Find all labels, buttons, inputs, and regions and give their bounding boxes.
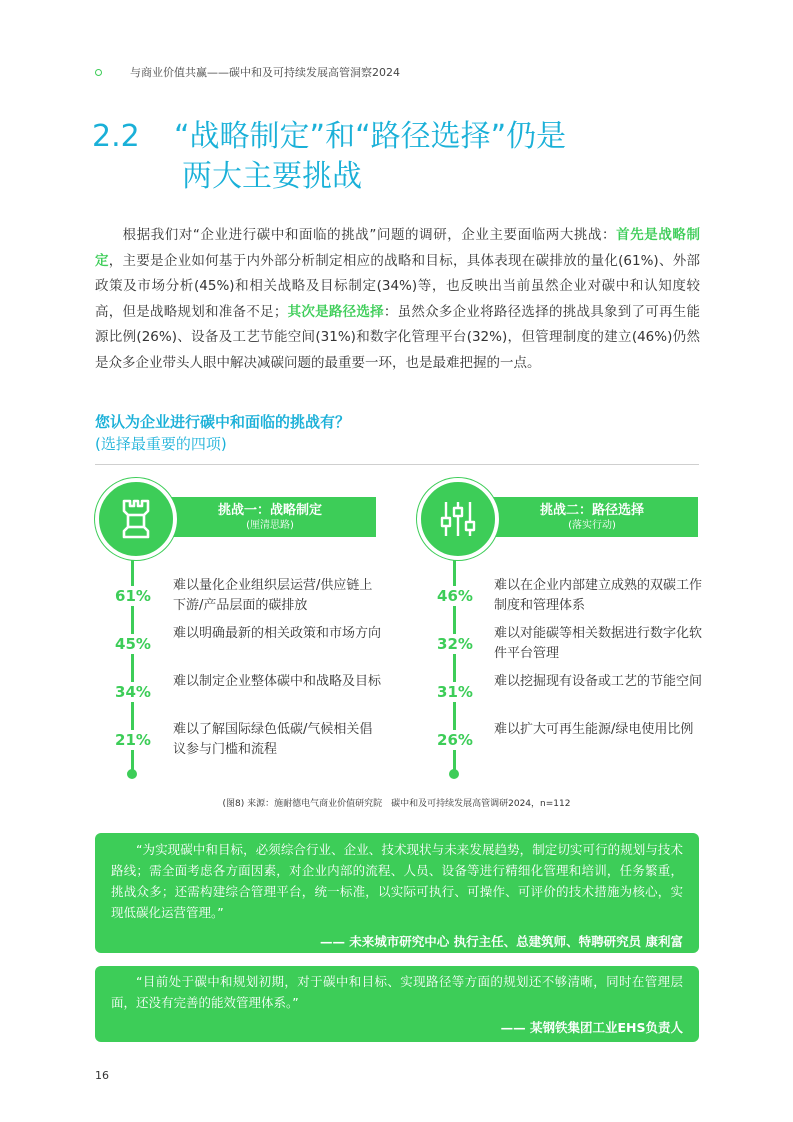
section-title: [92, 117, 566, 197]
quote-1-text: “为实现碳中和目标，必须综合行业、企业、技术现状与未来发展趋势，制定切实可行的规划与技术路线；需全面考虑各方面因素，对企业内部的流程、人员、设备等进行精细化管理和培训，任务繁重，挑战众多；还需构建综合管理平台，统一标准，以实际可执行、可操作、可评价的技术措施为核心，实现低碳化运营管理。”: [111, 842, 683, 920]
page-number: 16: [95, 1069, 109, 1082]
challenge-2-item-1: 难以在企业内部建立成熟的双碳工作制度和管理体系: [494, 578, 703, 613]
challenge-1-item-3: 难以制定企业整体碳中和战略及目标: [173, 674, 382, 689]
section-title-line1: “战略制定”和“路径选择”仍是: [174, 119, 567, 154]
figure-caption: (图8) 来源：施耐德电气商业价值研究院 碳中和及可持续发展高管调研2024，n=112: [222, 799, 571, 809]
challenge-1-item-4: 难以了解国际绿色低碳/气候相关倡议参与门槛和流程: [173, 722, 373, 757]
challenge-1-pct-1: 61%: [107, 586, 159, 606]
body-paragraph: [95, 223, 700, 376]
timeline-end-dot: [449, 769, 459, 779]
challenge-1-title: 挑战一：战略制定: [217, 503, 322, 518]
challenge-1-item-2: 难以明确最新的相关政策和市场方向: [173, 626, 382, 641]
challenge-1-item-1: 难以量化企业组织层运营/供应链上下游/产品层面的碳排放: [173, 578, 373, 613]
section-number: 2.2: [92, 119, 140, 154]
question-title: 您认为企业进行碳中和面临的挑战有？: [95, 413, 351, 431]
highlight-path: 其次是路径选择: [287, 303, 384, 320]
quote-box-1: [95, 833, 699, 953]
running-header: [95, 64, 400, 80]
challenge-2-pct-1: 46%: [429, 586, 481, 606]
rook-icon: [116, 497, 156, 541]
running-title: 与商业价值共赢——碳中和及可持续发展高管洞察2024: [130, 66, 400, 79]
question-subtitle: (选择最重要的四项): [95, 435, 227, 453]
challenge-2-badge: [417, 478, 499, 560]
divider: [95, 464, 699, 465]
challenge-2-pct-2: 32%: [429, 634, 481, 654]
quote-1-attribution: —— 未来城市研究中心 执行主任、总建筑师、特聘研究员 康利富: [319, 934, 683, 949]
challenge-2-pct-4: 26%: [429, 730, 481, 750]
body-text-1: 根据我们对“企业进行碳中和面临的挑战”问题的调研，企业主要面临两大挑战：: [122, 227, 617, 243]
challenge-1-pct-3: 34%: [107, 682, 159, 702]
bullet-ring-icon: [95, 69, 102, 76]
challenge-1-badge: [95, 478, 177, 560]
challenge-2-pct-3: 31%: [429, 682, 481, 702]
section-title-line2: 两大主要挑战: [182, 159, 362, 194]
sliders-icon: [437, 498, 479, 540]
highlight-strategy: 首先是战略制定: [95, 227, 700, 269]
challenge-1-banner: [164, 497, 376, 537]
challenge-2-item-3: 难以挖掘现有设备或工艺的节能空间: [494, 674, 703, 689]
challenge-1-subtitle: (厘清思路): [246, 520, 294, 531]
challenge-2-banner: [486, 497, 698, 537]
challenge-1-pct-4: 21%: [107, 730, 159, 750]
body-text-2: ，主要是企业如何基于内外部分析制定相应的战略和目标，具体表现在碳排放的量化(61%)、外部政策及市场分析(45%)和相关战略及目标制定(34%)等，也反映出当前虽然企业对碳中和认知度较高，但是战略规划和准备不足；: [95, 252, 701, 320]
challenge-1-pct-2: 45%: [107, 634, 159, 654]
body-text-3: ：虽然众多企业将路径选择的挑战具象到了可再生能源比例(26%)、设备及工艺节能空间(31%)和数字化管理平台(32%)，但管理制度的建立(46%)仍然是众多企业带头人眼中解决减碳问题的最重要一环，也是最难把握的一点。: [95, 303, 701, 371]
quote-2-text: “目前处于碳中和规划初期，对于碳中和目标、实现路径等方面的规划还不够清晰，同时在管理层面，还没有完善的能效管理体系。”: [111, 974, 683, 1010]
challenge-2-item-4: 难以扩大可再生能源/绿电使用比例: [494, 722, 694, 737]
challenge-2-subtitle: (落实行动): [568, 520, 616, 531]
challenge-2-title: 挑战二：路径选择: [539, 503, 644, 518]
challenge-2-item-2: 难以对能碳等相关数据进行数字化软件平台管理: [494, 626, 703, 661]
timeline-end-dot: [127, 769, 137, 779]
quote-2-attribution: —— 某钢铁集团工业EHS负责人: [500, 1020, 683, 1035]
quote-box-2: [95, 966, 699, 1042]
